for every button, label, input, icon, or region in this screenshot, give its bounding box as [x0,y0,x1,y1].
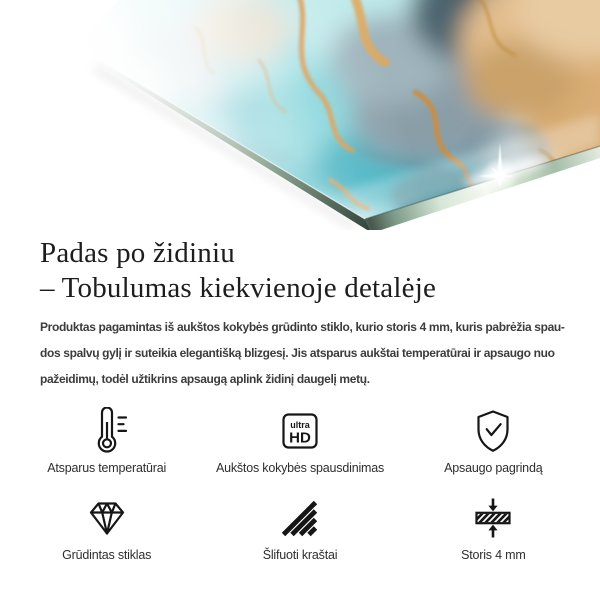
feature-label: Grūdintas stiklas [62,548,152,562]
feature-thickness [397,493,590,562]
ultra-hd-icon-text-bottom: HD [289,429,311,447]
feature-label: Aukštos kokybės spausdinimas [215,461,385,475]
feature-print-quality [203,406,396,475]
product-info-section [0,236,600,562]
diamond-icon [83,494,131,542]
hero-image [0,0,600,230]
feature-label: Šlifuoti kraštai [262,548,338,562]
ultra-hd-icon-text-top: ultra [290,420,310,430]
feature-polished-edges [203,493,396,562]
title-line-2: – Tobulumas kiekvienoje detalėje [40,272,437,304]
feature-tempered-glass [10,493,203,562]
features-grid [10,406,590,562]
feature-protects-base [397,406,590,475]
thickness-compress-icon [469,494,517,542]
title-line-1: Padas po židiniu [40,237,235,269]
description-line: dos spalvų gylį ir suteikia elegantišką blizgesį. Jis atsparus aukštai temperatūrai ir apsaugo nuo [40,346,555,360]
description-line: pažeidimų, todėl užtikrins apsaugą aplink židinį daugelį metų. [40,372,370,386]
ultra-hd-icon [276,407,324,455]
feature-heat-resistant [10,406,203,475]
page-title [40,236,560,306]
feature-label: Storis 4 mm [461,548,526,562]
feature-label: Apsaugo pagrindą [444,461,543,475]
beveled-edges-icon [276,494,324,542]
description-line: Produktas pagamintas iš aukštos kokybės grūdinto stiklo, kurio storis 4 mm, kuris pabrėžia spau- [40,320,565,334]
thermometer-icon [83,407,131,455]
glass-panel-photo [0,0,600,230]
shield-check-icon [469,407,517,455]
product-description [40,314,565,392]
feature-label: Atsparus temperatūrai [47,461,167,475]
